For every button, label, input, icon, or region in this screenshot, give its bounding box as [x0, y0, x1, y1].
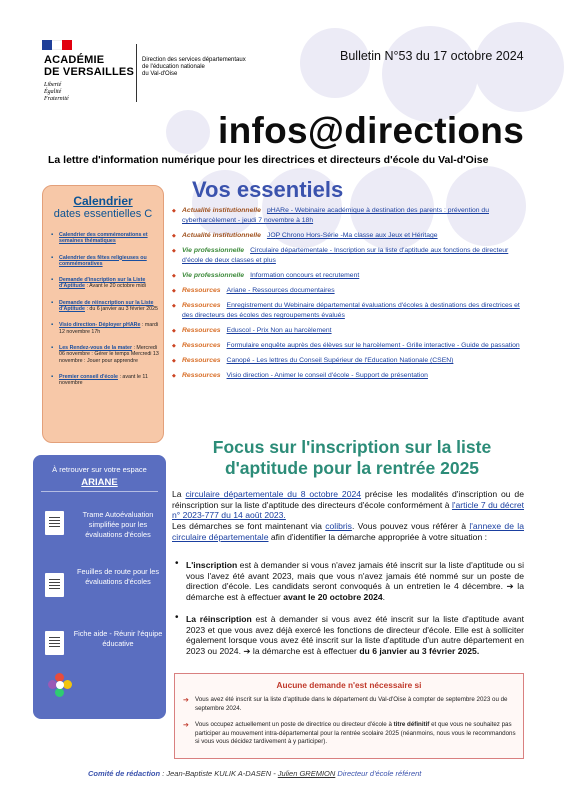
- essential-link[interactable]: pHARe - Webinaire académique à destination des parents : prévention du cyberharcèlement - jeudi 7 novembre à 18h: [182, 207, 489, 224]
- text: La: [172, 489, 186, 499]
- essential-item: [172, 271, 526, 281]
- essential-category: Vie professionnelle: [182, 272, 245, 279]
- document-icon: [45, 631, 64, 655]
- calendar-item: [51, 345, 161, 364]
- footer-author: Julien GREMION: [277, 769, 336, 778]
- text: titre définitif: [393, 721, 430, 728]
- footer-label: Comité de rédaction: [88, 769, 161, 778]
- text: précise les modalités d'inscription ou de réinscription sur la liste d'aptitude des directeurs d'école conformément à: [172, 489, 524, 510]
- essential-link[interactable]: Formulaire enquête auprès des élèves sur le harcèlement - Grille interactive - Guide de passation: [226, 342, 520, 349]
- inscription-deadline: avant le 20 octobre 2024: [283, 591, 383, 602]
- essential-category: Vie professionnelle: [182, 247, 245, 254]
- essential-item: [172, 286, 526, 296]
- text: . Vous pouvez vous référer à: [351, 521, 470, 531]
- calendar-date: : avant le 11 novembre: [59, 373, 148, 387]
- calendar-link[interactable]: Calendrier des fêtes religieuses ou commémoratives: [59, 254, 147, 267]
- text: est à demander si vous avez été inscrit sur la liste d'aptitude avant 2023 et que vous avez déjà exercé les fonctions de directeur d'école. Elle est à solliciter également lorsque vous avez été inscrit sur la liste d'aptitude d'un autre département en 2023 ou 2024. ➔ la démarche est à effectuer: [186, 614, 525, 656]
- decorative-circle: [300, 28, 370, 98]
- bullet-dot: •: [175, 612, 179, 623]
- essential-category: Ressources: [182, 287, 221, 294]
- essentials-title: Vos essentiels: [192, 177, 344, 202]
- focus-title: Focus sur l'inscription sur la liste d'aptitude pour la rentrée 2025: [212, 437, 492, 478]
- essential-link[interactable]: Visio direction - Animer le conseil d'école - Support de présentation: [226, 372, 428, 379]
- editorial-committee: [88, 769, 421, 778]
- calendar-date: : du 6 janvier au 3 février 2025: [84, 306, 159, 313]
- ariane-link[interactable]: ARIANE: [81, 477, 118, 488]
- essential-category: Ressources: [182, 327, 221, 334]
- calendar-link[interactable]: Calendrier des commémorations et semaines thématiques: [59, 232, 148, 245]
- newsletter-subtitle: La lettre d'information numérique pour les directrices et directeurs d'école du Val-d'Oise: [48, 154, 489, 166]
- calendar-link[interactable]: Demande d'inscription sur la Liste d'Aptitude: [59, 277, 146, 290]
- alert-item: Vous avez été inscrit sur la liste d'aptitude dans le département du Val-d'Oise à compter de septembre 2023 ou de septembre 2024.: [195, 696, 508, 712]
- text: est à demander si vous n'avez jamais été inscrit sur la liste d'aptitude ou si vous l'avez été avant 2023, mais que vous n'avez jamais été nommé sur un poste de direction d'école. Les candidats seront convoqués à un entretien le 4 décembre. ➔ la démarche est à effectuer: [186, 560, 524, 602]
- reinscription-label: La réinscription: [186, 614, 252, 624]
- colibris-link[interactable]: colibris: [325, 521, 352, 531]
- academy-name: ACADÉMIE DE VERSAILLES: [44, 54, 135, 78]
- essential-link[interactable]: JOP Chrono Hors-Série -Ma classe aux Jeux et Héritage: [266, 232, 438, 239]
- calendar-link[interactable]: Demande de réinscription sur la Liste d'Aptitude: [59, 299, 154, 313]
- calendar-item: [51, 322, 161, 335]
- document-icon: [45, 573, 64, 597]
- circulaire-link[interactable]: circulaire départementale du 8 octobre 2024: [185, 489, 362, 499]
- decorative-circle: [474, 22, 564, 112]
- footer-role: Directeur d'école référent: [335, 769, 422, 778]
- essential-link[interactable]: Information concours et recrutement: [250, 272, 360, 279]
- ariane-divider: [41, 491, 158, 492]
- essential-item: [172, 301, 526, 321]
- decorative-circle: [166, 110, 210, 154]
- essential-item: [172, 356, 526, 366]
- calendar-link[interactable]: Les Rendez-vous de la mater: [59, 344, 133, 351]
- calendar-title[interactable]: Calendrier: [73, 194, 133, 208]
- calendar-panel: [42, 185, 164, 443]
- inscription-label: L'inscription: [186, 560, 238, 570]
- arrow-right-icon: ➔: [183, 697, 189, 704]
- essential-category: Actualité institutionnelle: [182, 232, 261, 239]
- essential-category: Ressources: [182, 342, 221, 349]
- focus-intro-2: [172, 521, 524, 542]
- calendar-item: [51, 232, 161, 245]
- text: Vous occupez actuellement un poste de directrice ou directeur d'école à: [195, 721, 394, 728]
- ariane-item-link[interactable]: Trame Autoévaluation simplifiée pour les évaluations d'écoles: [82, 510, 154, 539]
- essential-item: [172, 206, 526, 226]
- essential-category: Ressources: [182, 357, 221, 364]
- text: Les démarches se font maintenant via: [172, 521, 326, 531]
- calendar-item: [51, 277, 161, 290]
- alert-item: [195, 721, 517, 747]
- arrow-right-icon: ➔: [183, 722, 189, 729]
- essential-item: [172, 371, 526, 381]
- bulletin-number: Bulletin N°53 du 17 octobre 2024: [340, 49, 524, 63]
- calendar-subtitle: dates essentielles C: [53, 208, 153, 220]
- essential-link[interactable]: Ariane - Ressources documentaires: [226, 287, 335, 294]
- calendar-link[interactable]: Visio direction- Déployer pHARe: [59, 322, 141, 329]
- document-icon: [45, 511, 64, 535]
- republic-motto: Liberté Égalité Fraternité: [44, 82, 69, 102]
- inscription-paragraph: L'inscription est à demander si vous n'avez jamais été inscrit sur la liste d'aptitude ou si vous l'avez été avant 2023, mais que vous n'avez jamais été nommé sur un poste de direction d'école. Les candidats seront convoqués à un entretien le 4 décembre. ➔ la démarche est à effectuer avant le 20 octobre 2024.: [186, 560, 524, 602]
- essential-item: [172, 231, 526, 241]
- republic-flag-icon: [42, 40, 72, 50]
- text: afin d'identifier la démarche appropriée à votre situation :: [268, 531, 488, 542]
- decree-link[interactable]: l'article 7 du décret n° 2023-777 du 14 août 2023.: [172, 499, 525, 520]
- ariane-panel: [33, 455, 166, 719]
- calendar-item: [51, 300, 161, 313]
- flower-logo-icon: [48, 673, 72, 697]
- essential-item: [172, 341, 526, 351]
- focus-intro: [172, 489, 524, 521]
- alert-title: Aucune demande n'est nécessaire si: [276, 680, 422, 690]
- dsden-label: Direction des services départementaux de l'éducation nationale du Val-d'Oise: [142, 57, 246, 77]
- calendar-list: [51, 232, 161, 396]
- calendar-item: [51, 374, 161, 387]
- calendar-date: : mardi 12 novembre 17h: [59, 322, 159, 335]
- decorative-circle: [382, 26, 478, 122]
- calendar-link[interactable]: Premier conseil d'école: [59, 373, 118, 380]
- text: et que vous ne souhaitez pas participer au mouvement intra-départemental pour la rentrée scolaire 2025 (néanmoins, nous vous le recommandons si vous vous décidez tardivement à y participer).: [195, 721, 516, 745]
- annexe-link[interactable]: l'annexe de la circulaire départementale: [172, 521, 524, 542]
- essential-item: [172, 326, 526, 336]
- header-divider: [136, 44, 137, 102]
- ariane-heading: À retrouver sur votre espace: [52, 465, 147, 474]
- no-request-box: [174, 673, 524, 759]
- footer-names: : Jean-Baptiste KULIK A-DASEN -: [160, 769, 278, 778]
- essential-category: Ressources: [182, 372, 221, 379]
- calendar-date: : Mercredi 06 novembre : Gérer le temps Mercredi 13 novembre : Jouer pour apprendre: [59, 344, 159, 364]
- essential-link[interactable]: Canopé - Les lettres du Conseil Supérieur de l'Education Nationale (CSEN): [226, 357, 454, 364]
- essential-link[interactable]: Enregistrement du Webinaire départemental évaluations d'écoles à destinations des directrices et des directeurs des écoles des regroupements évalués: [182, 302, 520, 319]
- reinscription-deadline: du 6 janvier au 3 février 2025.: [359, 645, 480, 656]
- ariane-item-link[interactable]: Feuilles de route pour les évaluations d'écoles: [77, 567, 159, 586]
- essential-category: Actualité institutionnelle: [182, 207, 261, 214]
- calendar-item: [51, 255, 161, 268]
- reinscription-paragraph: [186, 614, 524, 656]
- bullet-dot: •: [175, 558, 179, 569]
- calendar-date: : Avant le 20 octobre midi: [84, 283, 146, 290]
- essential-item: [172, 246, 526, 266]
- newsletter-title: infos@directions: [218, 110, 525, 151]
- essential-link[interactable]: Eduscol - Prix Non au harcèlement: [226, 327, 332, 334]
- essentials-list: [172, 206, 526, 386]
- essential-link[interactable]: Circulaire départementale - Inscription sur la liste d'aptitude aux fonctions de directeur d'école de deux classes et plus: [182, 247, 509, 264]
- ariane-item-link[interactable]: Fiche aide - Réunir l'équipe éducative: [73, 629, 163, 648]
- essential-category: Ressources: [182, 302, 221, 309]
